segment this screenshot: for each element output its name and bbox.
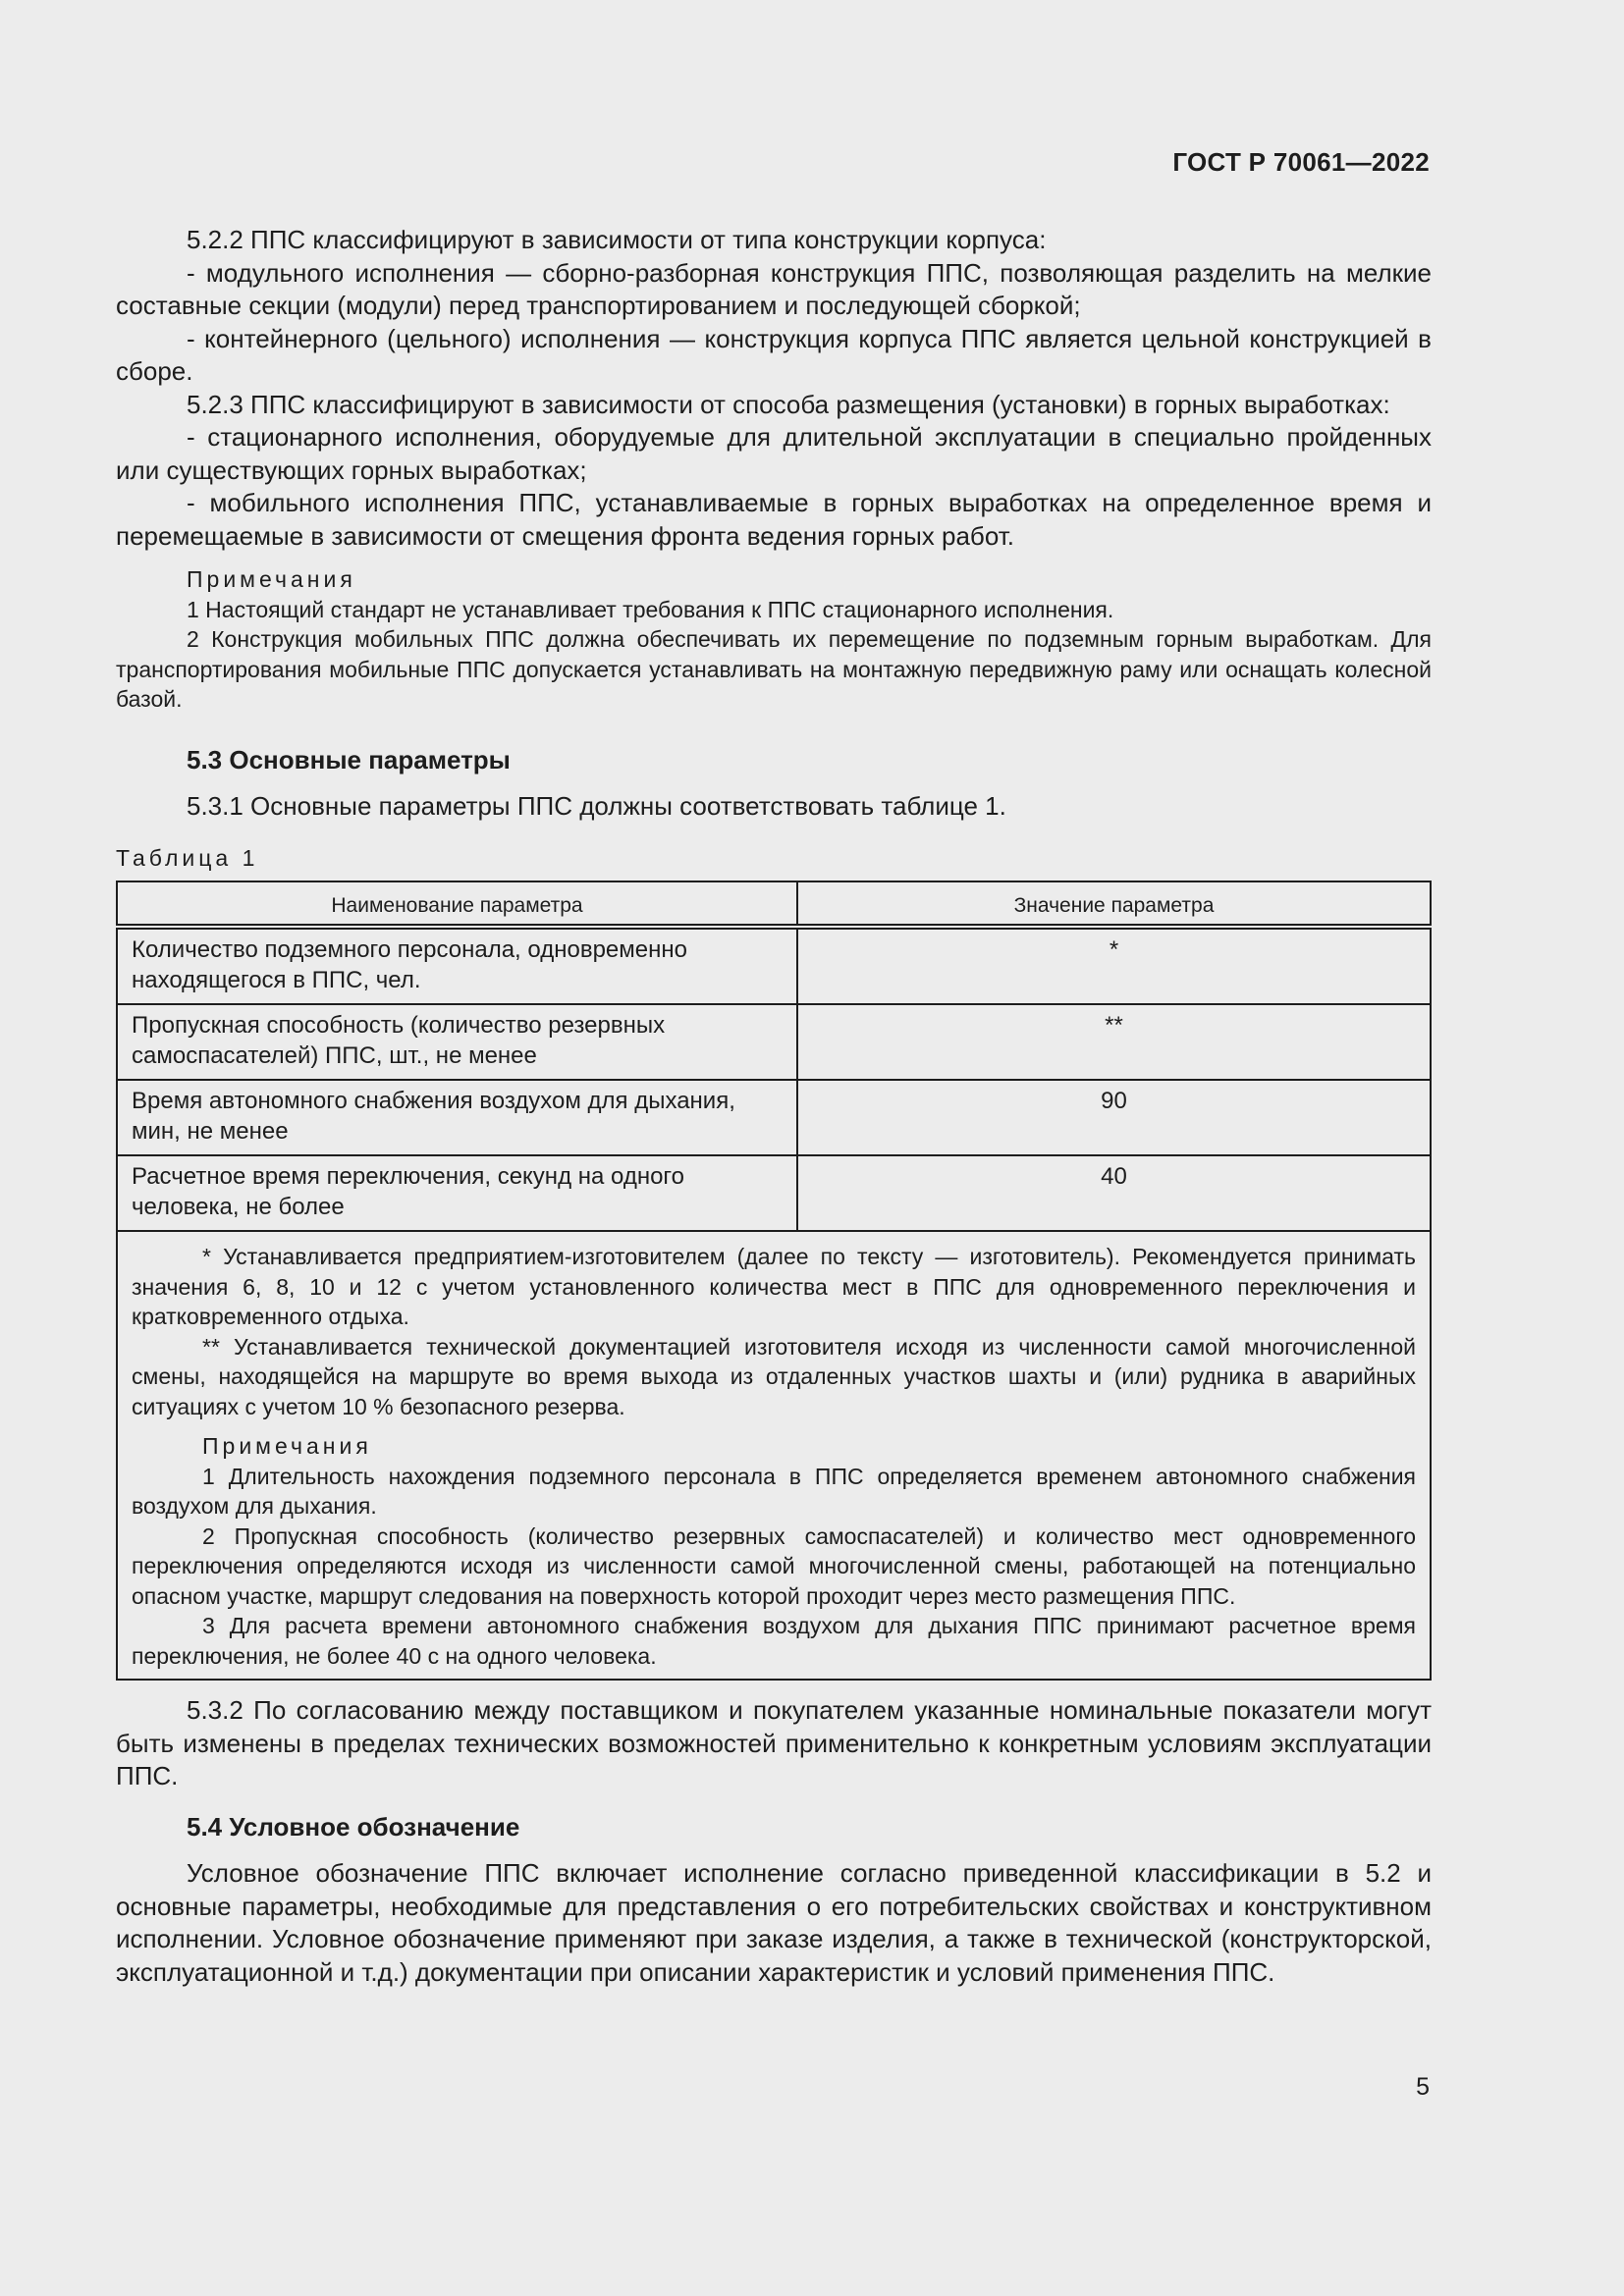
notes-block <box>116 564 1432 715</box>
page-number: 5 <box>1416 2073 1430 2101</box>
table-footnote-1: * Устанавливается предприятием-изготовителем (далее по тексту — изготовитель). Рекомендуется принимать значения 6, 8, 10 и 12 с учетом установленного количества мест в ППС для одновременного переключения и кратковременного отдыха. <box>132 1244 1416 1329</box>
para-5-2-2-item2: - контейнерного (цельного) исполнения — конструкция корпуса ППС является цельной конструкцией в сборе. <box>116 323 1432 386</box>
table-row <box>117 1004 1431 1080</box>
table-note-1: 1 Длительность нахождения подземного персонала в ППС определяется временем автономного снабжения воздухом для дыхания. <box>132 1463 1416 1519</box>
section-5-3-heading: 5.3 Основные параметры <box>187 744 511 774</box>
value-cell: 40 <box>797 1155 1431 1231</box>
column-header-value: Значение параметра <box>797 881 1431 927</box>
table-row <box>117 927 1431 1004</box>
para-5-2-2-intro: 5.2.2 ППС классифицируют в зависимости от типа конструкции корпуса: <box>187 225 1047 254</box>
table-caption: Таблица 1 <box>116 844 259 871</box>
value-cell: ** <box>797 1004 1431 1080</box>
page-content <box>116 224 1432 1989</box>
table-notes-cell <box>117 1231 1431 1680</box>
table-note-2: 2 Пропускная способность (количество резервных самоспасателей) и количество мест одновременного переключения определяются исходя из численности самой многочисленной смены, работающей на потенциально опасном участке, маршрут следования на поверхность которой проходит через место размещения ППС. <box>132 1522 1416 1609</box>
table-footnote-2: ** Устанавливается технической документацией изготовителя исходя из численности самой многочисленной смены, находящейся на маршруте во время выхода из отдаленных участков шахты и (или) рудника в аварийных ситуациях с учетом 10 % безопасного резерва. <box>132 1333 1416 1419</box>
table-header-row <box>117 881 1431 927</box>
para-5-4: Условное обозначение ППС включает исполнение согласно приведенной классификации в 5.2 и основные параметры, необходимые для представления о его потребительских свойствах и конструктивном исполнении. Условное обозначение применяют при заказе изделия, а также в технической (конструкторской, эксплуатационной и т.д.) документации при описании характеристик и условий применения ППС. <box>116 1858 1432 1987</box>
parameters-table <box>116 881 1432 1681</box>
note-1: 1 Настоящий стандарт не устанавливает требования к ППС стационарного исполнения. <box>187 596 1114 622</box>
param-cell: Количество подземного персонала, одновременно находящегося в ППС, чел. <box>117 927 797 1004</box>
column-header-param: Наименование параметра <box>117 881 797 927</box>
standard-header: ГОСТ Р 70061—2022 <box>1172 147 1430 177</box>
table-notes-row <box>117 1231 1431 1680</box>
table-note-3: 3 Для расчета времени автономного снабжения воздухом для дыхания ППС принимают расчетное время переключения, не более 40 с на одного человека. <box>132 1613 1416 1669</box>
para-5-3-2: 5.3.2 По согласованию между поставщиком и покупателем указанные номинальные показатели могут быть изменены в пределах технических возможностей применительно к конкретным условиям эксплуатации ППС. <box>116 1695 1432 1790</box>
table-row <box>117 1155 1431 1231</box>
para-5-3-1: 5.3.1 Основные параметры ППС должны соответствовать таблице 1. <box>187 791 1006 821</box>
para-5-2-2-item1: - модульного исполнения — сборно-разборная конструкция ППС, позволяющая разделить на мелкие составные секции (модули) перед транспортированием и последующей сборкой; <box>116 257 1432 320</box>
table-notes-title: Примечания <box>202 1433 372 1459</box>
param-cell: Время автономного снабжения воздухом для дыхания, мин, не менее <box>117 1080 797 1155</box>
note-2: 2 Конструкция мобильных ППС должна обеспечивать их перемещение по подземным горным выработкам. Для транспортирования мобильные ППС допускается устанавливать на монтажную передвижную раму или оснащать колесной базой. <box>116 626 1432 712</box>
value-cell: * <box>797 927 1431 1004</box>
param-cell: Расчетное время переключения, секунд на одного человека, не более <box>117 1155 797 1231</box>
notes-title: Примечания <box>187 566 356 592</box>
table-row <box>117 1080 1431 1155</box>
value-cell: 90 <box>797 1080 1431 1155</box>
para-5-2-3-item1: - стационарного исполнения, оборудуемые для длительной эксплуатации в специально пройденных или существующих горных выработках; <box>116 422 1432 485</box>
para-5-2-3-item2: - мобильного исполнения ППС, устанавливаемые в горных выработках на определенное время и перемещаемые в зависимости от смещения фронта ведения горных работ. <box>116 488 1432 551</box>
para-5-2-3-intro: 5.2.3 ППС классифицируют в зависимости от способа размещения (установки) в горных выработках: <box>187 389 1390 419</box>
section-5-4-heading: 5.4 Условное обозначение <box>187 1811 520 1842</box>
param-cell: Пропускная способность (количество резервных самоспасателей) ППС, шт., не менее <box>117 1004 797 1080</box>
